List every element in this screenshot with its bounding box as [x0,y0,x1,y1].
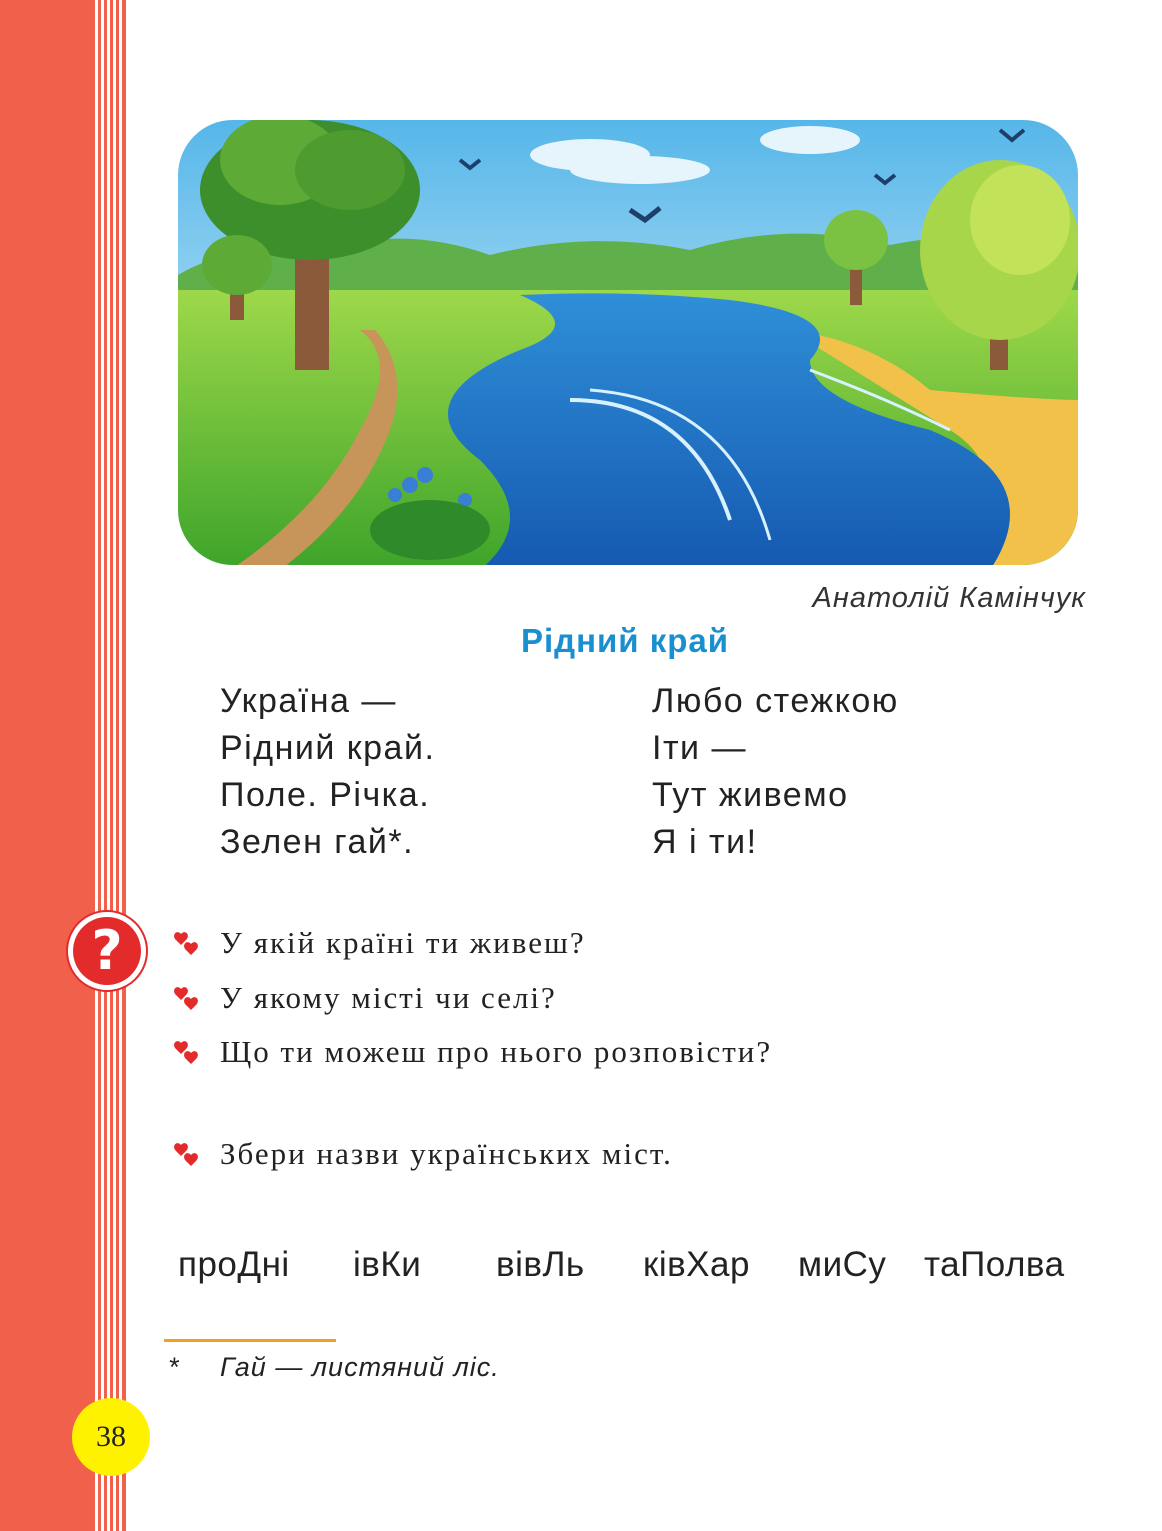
question-item [168,980,557,1016]
hearts-bullet-icon [168,1137,208,1171]
poem-line: Україна — [220,682,397,720]
poem-line: Я і ти! [652,823,758,861]
poem-line: Іти — [652,729,747,767]
poem-line: Поле. Річка. [220,776,431,814]
left-margin-edge [122,0,126,1531]
scrambled-word: ківХар [643,1245,750,1284]
footnote-divider [164,1339,336,1342]
hearts-bullet-icon [168,926,208,960]
hearts-bullet-icon [168,1035,208,1069]
poem-line: Тут живемо [652,776,849,814]
poem-line: Зелен гай*. [220,823,415,861]
task-text: Збери назви українських міст. [220,1136,673,1171]
question-mark-icon: ? [66,910,148,992]
question-item [168,925,586,961]
scrambled-word: івКи [353,1245,422,1284]
question-text: У якій країні ти живеш? [220,925,586,960]
poem-line: Любо стежкою [652,682,899,720]
poem-author: Анатолій Камінчук [812,582,1086,614]
left-margin-stripes [92,0,122,1531]
hearts-bullet-icon [168,981,208,1015]
scrambled-words [178,1245,1078,1295]
footnote [168,1352,500,1383]
task-item [168,1136,673,1172]
poem-line: Рідний край. [220,729,436,767]
scrambled-word: миСу [798,1245,887,1284]
poem-column-left [220,678,435,866]
footnote-text: Гай — листяний ліс. [220,1352,500,1382]
left-margin-bar [0,0,92,1531]
question-text: Що ти можеш про нього розповісти? [220,1034,773,1069]
page-number: 38 [72,1398,150,1476]
question-text: У якому місті чи селі? [220,980,557,1015]
poem-column-right [652,678,899,866]
river-landscape-illustration [170,100,1080,570]
question-item [168,1034,772,1070]
footnote-marker: * [168,1352,180,1382]
poem-title: Рідний край [520,622,730,659]
scrambled-word: таПолва [924,1245,1065,1284]
scrambled-word: вівЛь [496,1245,585,1284]
scrambled-word: проДні [178,1245,290,1284]
